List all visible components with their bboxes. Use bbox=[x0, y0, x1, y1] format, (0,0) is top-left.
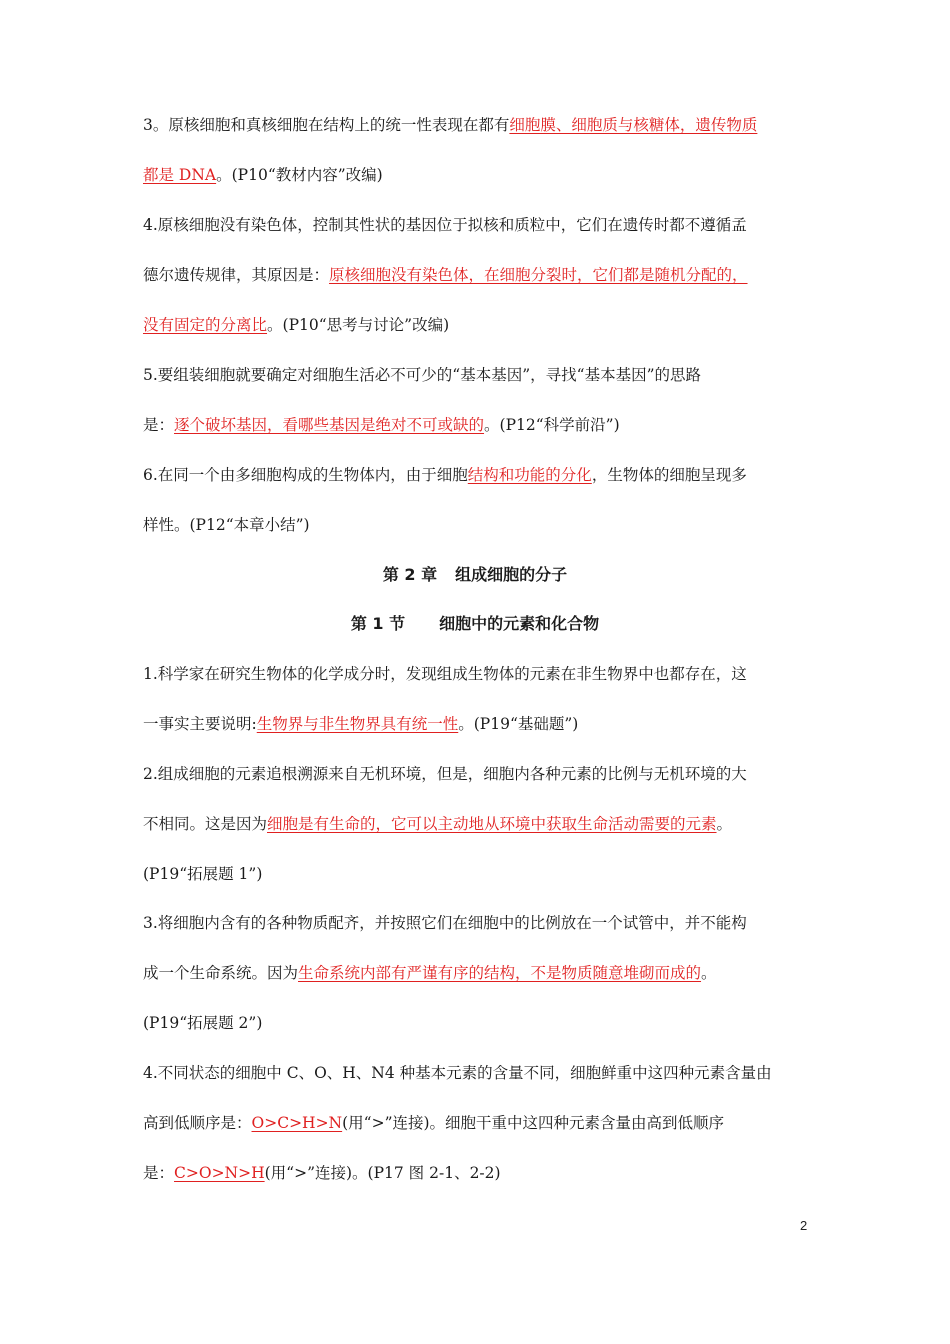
s1-line-1 bbox=[143, 663, 823, 685]
page-number: 2 bbox=[800, 1218, 808, 1233]
s3-text-post: 。 bbox=[701, 964, 717, 982]
q5-line-1 bbox=[143, 364, 823, 386]
s4-line-1 bbox=[143, 1062, 823, 1084]
q4-text-2: 德尔遗传规律，其原因是： bbox=[143, 266, 330, 284]
s2-line-2 bbox=[143, 813, 823, 835]
s3-answer: 生命系统内部有严谨有序的结构，不是物质随意堆砌而成的 bbox=[298, 964, 702, 982]
q4-line-3 bbox=[143, 314, 823, 336]
section-title: 细胞中的元素和化合物 bbox=[439, 614, 600, 633]
q6-line-1 bbox=[143, 464, 823, 486]
s4-text: 4.不同状态的细胞中 C、O、H、N4 种基本元素的含量不同，细胞鲜重中这四种元素含量由 bbox=[143, 1064, 772, 1082]
q3-answer: 细胞膜、细胞质与核糖体，遗传物质 bbox=[509, 116, 758, 134]
s4-text-2: 高到低顺序是： bbox=[143, 1114, 252, 1132]
q3-text: 3。原核细胞和真核细胞在结构上的统一性表现在都有 bbox=[143, 116, 510, 134]
s2-source: (P19“拓展题 1”) bbox=[143, 865, 263, 883]
chapter-number: 第 2 章 bbox=[382, 565, 438, 584]
q3-line-2 bbox=[143, 164, 823, 186]
s1-source: 。(P19“基础题”) bbox=[458, 715, 579, 733]
s1-answer: 生物界与非生物界具有统一性 bbox=[256, 715, 459, 733]
s4-answer-fresh: O>C>H>N bbox=[251, 1114, 343, 1132]
q4-answer: 原核细胞没有染色体，在细胞分裂时，它们都是随机分配的， bbox=[329, 266, 748, 284]
q5-text-2: 是： bbox=[143, 416, 175, 434]
s3-line-1 bbox=[143, 912, 823, 934]
s4-answer-dry: C>O>N>H bbox=[174, 1164, 265, 1182]
s4-text-post: (用“>”连接)。细胞干重中这四种元素含量由高到低顺序 bbox=[342, 1114, 725, 1132]
section-heading bbox=[0, 613, 950, 635]
chapter-title: 组成细胞的分子 bbox=[455, 565, 568, 584]
q4-text: 4.原核细胞没有染色体，控制其性状的基因位于拟核和质粒中，它们在遗传时都不遵循孟 bbox=[143, 216, 747, 234]
q3-answer-cont: 都是 DNA bbox=[143, 166, 217, 184]
s1-text: 1.科学家在研究生物体的化学成分时，发现组成生物体的元素在非生物界中也都存在，这 bbox=[143, 665, 747, 683]
s1-text-2: 一事实主要说明: bbox=[143, 715, 257, 733]
s2-answer: 细胞是有生命的，它可以主动地从环境中获取生命活动需要的元素 bbox=[267, 815, 717, 833]
q6-answer: 结构和功能的分化 bbox=[467, 466, 592, 484]
q4-answer-cont: 没有固定的分离比 bbox=[143, 316, 268, 334]
s3-source: (P19“拓展题 2”) bbox=[143, 1014, 263, 1032]
s3-text: 3.将细胞内含有的各种物质配齐，并按照它们在细胞中的比例放在一个试管中，并不能构 bbox=[143, 914, 747, 932]
q5-source: 。(P12“科学前沿”) bbox=[484, 416, 620, 434]
s3-line-2 bbox=[143, 962, 823, 984]
q6-text-post: ，生物体的细胞呈现多 bbox=[591, 466, 747, 484]
s4-source: (用“>”连接)。(P17 图 2-1、2-2) bbox=[264, 1164, 501, 1182]
s2-text-post: 。 bbox=[716, 815, 733, 833]
q5-answer: 逐个破坏基因，看哪些基因是绝对不可或缺的 bbox=[174, 416, 485, 434]
q3-source: 。(P10“教材内容”改编) bbox=[216, 166, 383, 184]
q6-text: 6.在同一个由多细胞构成的生物体内，由于细胞 bbox=[143, 466, 468, 484]
s1-line-2 bbox=[143, 713, 823, 735]
q4-line-1 bbox=[143, 214, 823, 236]
s3-text-2: 成一个生命系统。因为 bbox=[143, 964, 299, 982]
s2-text-2: 不相同。这是因为 bbox=[143, 815, 268, 833]
q6-source: 样性。(P12“本章小结”) bbox=[143, 516, 310, 534]
section-number: 第 1 节 bbox=[350, 614, 406, 633]
s4-text-3: 是： bbox=[143, 1164, 175, 1182]
q6-line-2 bbox=[143, 514, 823, 536]
s2-text: 2.组成细胞的元素追根溯源来自无机环境，但是，细胞内各种元素的比例与无机环境的大 bbox=[143, 765, 747, 783]
q3-line-1 bbox=[143, 114, 823, 136]
s2-line-1 bbox=[143, 763, 823, 785]
s4-line-2 bbox=[143, 1112, 823, 1134]
q5-line-2 bbox=[143, 414, 823, 436]
q4-line-2 bbox=[143, 264, 823, 286]
s4-line-3 bbox=[143, 1162, 823, 1184]
s3-line-3 bbox=[143, 1012, 823, 1034]
chapter-heading bbox=[0, 564, 950, 586]
q5-text: 5.要组装细胞就要确定对细胞生活必不可少的“基本基因”，寻找“基本基因”的思路 bbox=[143, 366, 701, 384]
s2-line-3 bbox=[143, 863, 823, 885]
q4-source: 。(P10“思考与讨论”改编) bbox=[267, 316, 450, 334]
